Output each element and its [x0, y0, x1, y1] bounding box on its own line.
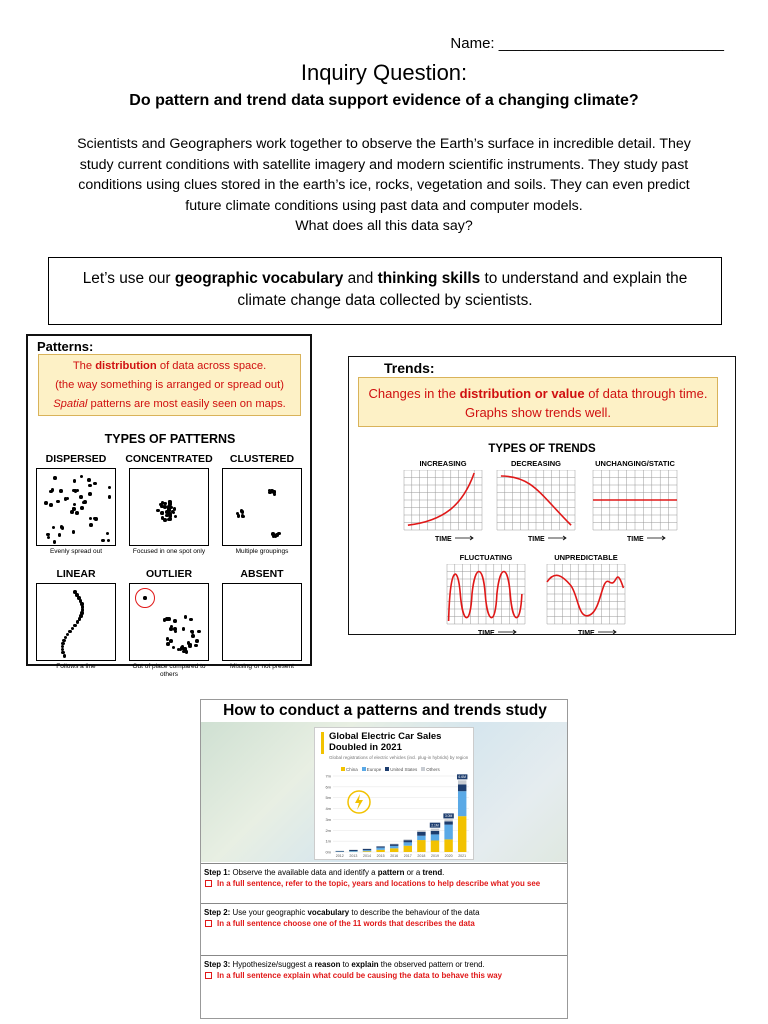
pattern-dot: [107, 539, 111, 543]
pattern-dot: [165, 617, 169, 621]
pattern-dot: [53, 476, 57, 480]
bar-segment: [390, 844, 398, 845]
pattern-label: OUTLIER: [145, 568, 193, 580]
study-card: [200, 699, 568, 1019]
step-1: [201, 863, 568, 903]
x-tick-label: 2012: [335, 854, 344, 858]
legend-swatch: [385, 767, 389, 771]
bar-segment: [417, 832, 425, 836]
pattern-dot: [56, 500, 60, 504]
def-text: of data through time.: [584, 386, 708, 401]
pattern-caption: Evenly spread out: [49, 548, 103, 555]
trend-decreasing: [492, 459, 580, 544]
time-axis-label: TIME: [578, 630, 595, 637]
pattern-frame: [129, 583, 209, 661]
legend-label: Europe: [366, 767, 382, 772]
pattern-dot: [194, 644, 198, 648]
time-axis-label: TIME: [627, 536, 644, 543]
step-instruction-text: In a full sentence choose one of the 11 words that describes the data: [217, 919, 475, 928]
pattern-dot: [173, 627, 177, 631]
step-label: Step 3:: [204, 960, 231, 969]
infographic-title: [329, 731, 469, 753]
time-arrow-icon: [498, 630, 516, 634]
trend-static: [588, 459, 682, 544]
intro-line: study current conditions with satellite imagery and modern scientific instruments. They study past: [79, 156, 689, 173]
bar-segment: [404, 842, 412, 845]
pattern-concentrated: [125, 453, 213, 556]
y-tick-label: 1m: [325, 838, 331, 844]
pattern-dot: [58, 533, 62, 537]
def-bold: distribution or value: [459, 386, 585, 401]
pattern-dot: [73, 503, 77, 507]
pattern-dot: [156, 509, 160, 513]
step-3: [201, 955, 568, 995]
trend-increasing: [399, 459, 487, 544]
total-label: 6.6M: [458, 775, 466, 780]
step-instruction-text: In a full sentence, refer to the topic, years and locations to help describe what you see: [217, 879, 541, 888]
pattern-dot: [268, 491, 272, 495]
pattern-dot: [182, 627, 186, 631]
patterns-definition: [38, 354, 301, 416]
bar-segment: [458, 784, 466, 791]
def-text: patterns are most easily seen on maps.: [87, 398, 286, 410]
pattern-dot: [187, 641, 191, 645]
step-instruction: [204, 918, 566, 929]
bar-segment: [363, 850, 371, 851]
x-tick-label: 2018: [417, 854, 426, 858]
infographic-accent-bar: [321, 732, 324, 754]
bar-segment: [458, 816, 466, 852]
x-tick-label: 2019: [431, 854, 439, 858]
step-text: or a: [404, 868, 423, 877]
bar-segment: [376, 848, 384, 850]
step-bold: reason: [314, 960, 341, 969]
pattern-dot: [167, 507, 171, 511]
y-tick-label: 0m: [325, 849, 331, 855]
bar-segment: [458, 780, 466, 784]
trend-label: UNPREDICTABLE: [554, 553, 618, 562]
time-axis-label: TIME: [435, 536, 452, 543]
pattern-dot: [93, 517, 97, 521]
pattern-dot: [88, 484, 92, 488]
time-arrow-icon: [548, 536, 566, 540]
pattern-label: CONCENTRATED: [125, 453, 213, 465]
time-arrow-icon: [647, 536, 665, 540]
trend-line: [547, 575, 623, 616]
bar-segment: [404, 839, 412, 840]
pattern-linear: [32, 568, 120, 671]
pattern-label: CLUSTERED: [229, 453, 295, 465]
lightning-bolt-icon: [355, 794, 363, 810]
x-tick-label: 2016: [390, 854, 399, 858]
pattern-dot: [106, 532, 110, 536]
vocab-text: climate change data collected by scientists.: [237, 292, 533, 309]
intro-line: conditions using clues stored in the earth’s ice, rocks, vegetation and soils. They can even predict: [78, 177, 690, 193]
infographic-title-line: Doubled in 2021: [329, 742, 402, 753]
bar-segment: [444, 825, 452, 840]
step-label: Step 1:: [204, 868, 231, 877]
step-text: to describe the behaviour of the data: [349, 908, 480, 917]
pattern-dot: [70, 510, 74, 514]
bar-segment: [363, 851, 371, 852]
pattern-dispersed: [32, 453, 120, 556]
pattern-caption: Focused in one spot only: [132, 548, 206, 555]
bar-segment: [349, 851, 357, 852]
pattern-dot: [64, 497, 68, 501]
vocabulary-box: [48, 257, 722, 325]
pattern-frame: [36, 583, 116, 661]
total-label: 2.1M: [431, 823, 439, 828]
pattern-dot: [168, 500, 172, 504]
pattern-label: ABSENT: [240, 568, 284, 580]
pattern-dot: [51, 488, 55, 492]
y-tick-label: 3m: [325, 816, 331, 822]
bar-segment: [431, 831, 439, 835]
pattern-dot: [93, 482, 97, 486]
pattern-dot: [174, 515, 178, 519]
bar-segment: [431, 834, 439, 840]
step-bold: trend: [422, 868, 443, 877]
bar-segment: [349, 850, 357, 851]
name-line: Name: ___________________________: [450, 35, 724, 52]
patterns-heading: Patterns:: [37, 339, 94, 354]
pattern-dot: [63, 654, 67, 658]
patterns-card: [26, 334, 312, 678]
pattern-dot: [169, 639, 173, 643]
pattern-dot: [89, 517, 93, 521]
pattern-label: LINEAR: [56, 568, 96, 580]
pattern-dot: [161, 516, 165, 520]
pattern-label: DISPERSED: [45, 453, 107, 465]
bar-segment: [390, 848, 398, 852]
step-text: .: [442, 868, 445, 877]
step-bold: vocabulary: [307, 908, 350, 917]
pattern-dot: [59, 489, 63, 493]
pattern-dot: [108, 495, 112, 499]
def-text: Graphs show trends well.: [465, 405, 611, 420]
bar-segment: [417, 840, 425, 852]
step-instruction: [204, 970, 566, 981]
trend-label: INCREASING: [419, 459, 467, 468]
pattern-dot: [173, 619, 177, 623]
bar-segment: [417, 831, 425, 832]
infographic-subtitle: Global registrations of electric vehicles (incl. plug-in hybrids) by region: [329, 755, 469, 760]
page-title: Inquiry Question:: [300, 60, 468, 85]
bar-segment: [431, 829, 439, 831]
step-2: [201, 903, 568, 955]
inquiry-question: Do pattern and trend data support evidence of a changing climate?: [129, 92, 639, 109]
pattern-dot: [88, 492, 92, 496]
step-text: Use your geographic: [230, 908, 308, 917]
trend-fluctuating-graph: [442, 564, 530, 638]
pattern-dot: [53, 540, 57, 544]
trend-fluctuating: [442, 553, 530, 638]
step-instruction-text: In a full sentence explain what could be causing the data to behave this way: [217, 971, 503, 980]
study-steps: [201, 863, 568, 995]
pattern-frame: [222, 583, 302, 661]
time-arrow-icon: [455, 536, 473, 540]
vocab-text: and: [343, 270, 378, 287]
step-label: Step 2:: [204, 908, 231, 917]
pattern-dot: [163, 518, 167, 522]
pattern-dot: [80, 475, 84, 479]
step-text: to: [340, 960, 352, 969]
intro-line: What does all this data say?: [295, 218, 473, 234]
time-axis-label: TIME: [528, 536, 545, 543]
def-bold: distribution: [95, 360, 157, 372]
checkbox-icon: [205, 920, 212, 927]
bar-segment: [458, 791, 466, 816]
pattern-dot: [168, 513, 172, 517]
pattern-dot: [75, 511, 79, 515]
bar-segment: [444, 839, 452, 852]
study-title: How to conduct a patterns and trends study: [201, 700, 568, 722]
legend-label: China: [346, 767, 358, 772]
pattern-dot: [143, 596, 147, 600]
pattern-dot: [271, 532, 275, 536]
trends-heading: Trends:: [384, 360, 435, 376]
pattern-dot: [184, 615, 188, 619]
vocab-bold: geographic vocabulary: [174, 270, 344, 287]
bar-segment: [431, 840, 439, 852]
pattern-dot: [73, 479, 77, 483]
step-bold: pattern: [377, 868, 405, 877]
pattern-dot: [83, 500, 87, 504]
pattern-frame: [222, 468, 302, 546]
bar-segment: [363, 849, 371, 850]
pattern-dot: [161, 511, 165, 515]
bar-segment: [444, 821, 452, 824]
time-arrow-icon: [598, 630, 616, 634]
checkbox-icon: [205, 972, 212, 979]
bar-segment: [336, 851, 344, 852]
checkbox-icon: [205, 880, 212, 887]
legend-label: Others: [426, 767, 440, 772]
time-axis-label: TIME: [478, 630, 495, 637]
pattern-dot: [80, 506, 84, 510]
pattern-dot: [47, 536, 51, 540]
trend-increasing-graph: [399, 470, 487, 544]
pattern-dot: [49, 503, 53, 507]
pattern-dot: [273, 493, 277, 497]
step-text: Hypothesize/suggest a: [230, 960, 315, 969]
pattern-dot: [167, 518, 171, 522]
step-text: Observe the available data and identify a: [230, 868, 378, 877]
pattern-dot: [108, 486, 112, 490]
legend-label: United States: [390, 767, 418, 772]
pattern-clustered: [218, 453, 306, 556]
pattern-dot: [101, 539, 105, 543]
trend-unpredictable-graph: [542, 564, 630, 638]
pattern-caption: Missing or not present: [230, 663, 294, 670]
bar-segment: [404, 846, 412, 852]
x-tick-label: 2021: [458, 854, 467, 858]
pattern-dot: [188, 644, 192, 648]
bar-segment: [390, 844, 398, 846]
y-tick-label: 6m: [325, 784, 331, 790]
pattern-dot: [195, 639, 199, 643]
step-instruction: [204, 878, 566, 889]
legend-swatch: [362, 767, 366, 771]
trend-static-graph: [588, 470, 682, 544]
pattern-dot: [79, 495, 83, 499]
def-text: The: [72, 360, 96, 372]
bar-segment: [417, 836, 425, 840]
pattern-dot: [74, 489, 78, 493]
intro-line: future climate conditions using past data and computer models.: [185, 197, 583, 214]
trend-line: [408, 473, 474, 525]
trend-unpredictable: [542, 553, 630, 638]
pattern-outlier: [125, 568, 213, 679]
x-tick-label: 2013: [349, 854, 358, 858]
vocab-bold: thinking skills: [377, 270, 481, 287]
bar-segment: [376, 846, 384, 847]
intro-paragraph: [40, 134, 728, 237]
y-tick-label: 4m: [325, 806, 331, 812]
bar-segment: [444, 819, 452, 821]
pattern-dot: [73, 624, 77, 628]
trend-decreasing-graph: [492, 470, 580, 544]
pattern-dot: [44, 501, 48, 505]
pattern-dot: [191, 634, 195, 638]
pattern-dot: [52, 526, 56, 530]
vocab-text: to understand and explain the: [480, 270, 688, 287]
pattern-dot: [172, 646, 176, 650]
trend-label: FLUCTUATING: [459, 553, 513, 562]
legend-swatch: [421, 767, 425, 771]
trends-definition: [358, 377, 718, 427]
pattern-dot: [189, 618, 193, 622]
pattern-caption: Follows a line: [56, 663, 96, 670]
ev-bar-chart: [315, 772, 473, 860]
trend-label: UNCHANGING/STATIC: [595, 459, 675, 468]
pattern-dot: [68, 630, 72, 634]
pattern-dot: [172, 511, 176, 515]
pattern-dot: [89, 523, 93, 527]
pattern-dot: [197, 630, 201, 634]
def-text: of data across space.: [156, 360, 267, 372]
patterns-types-heading: TYPES OF PATTERNS: [104, 432, 236, 446]
step-text: the observed pattern or trend.: [378, 960, 485, 969]
def-italic: Spatial: [53, 398, 88, 410]
pattern-caption: Out of place compared to others: [132, 663, 206, 678]
infographic-title-line: Global Electric Car Sales: [329, 731, 442, 742]
x-tick-label: 2020: [444, 854, 453, 858]
trends-card: [348, 356, 736, 635]
def-text: (the way something is arranged or spread out): [55, 379, 284, 391]
trend-label: DECREASING: [510, 459, 561, 468]
intro-line: Scientists and Geographers work together to observe the Earth’s surface in incredible detail. They: [77, 136, 691, 152]
y-tick-label: 5m: [325, 795, 331, 801]
bar-segment: [390, 846, 398, 848]
x-tick-label: 2017: [403, 854, 412, 858]
pattern-frame: [129, 468, 209, 546]
step-bold: explain: [351, 960, 379, 969]
legend-swatch: [341, 767, 345, 771]
y-tick-label: 7m: [325, 773, 331, 779]
trends-types-heading: TYPES OF TRENDS: [488, 443, 596, 455]
pattern-frame: [36, 468, 116, 546]
bar-segment: [404, 840, 412, 842]
total-label: 3.0M: [444, 814, 453, 819]
bar-segment: [376, 850, 384, 852]
pattern-caption: Multiple groupings: [235, 548, 289, 555]
pattern-dot: [72, 530, 76, 534]
pattern-absent: [218, 568, 306, 671]
y-tick-label: 2m: [325, 827, 331, 833]
x-tick-label: 2014: [363, 854, 371, 858]
x-tick-label: 2015: [376, 854, 385, 858]
vocab-text: Let’s use our: [82, 270, 175, 287]
ev-sales-infographic: [314, 727, 474, 860]
pattern-dot: [87, 478, 91, 482]
def-text: Changes in the: [368, 386, 460, 401]
